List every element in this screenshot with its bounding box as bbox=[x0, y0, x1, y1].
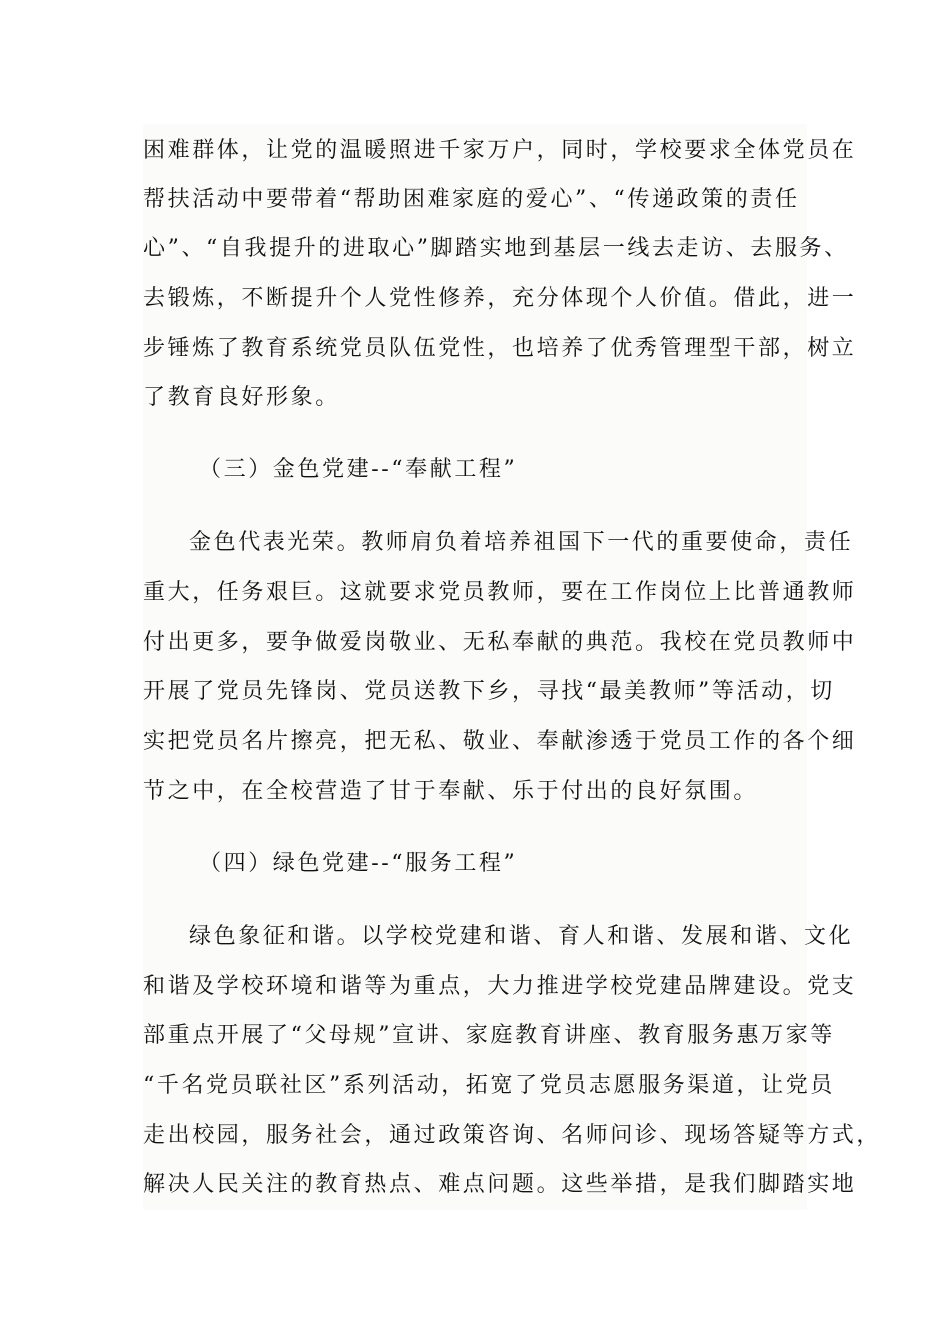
document-text-block bbox=[143, 124, 882, 1210]
paragraph-line: 和谐及学校环境和谐等为重点，大力推进学校党建品牌建设。党支 bbox=[143, 974, 857, 999]
paragraph-line: “千名党员联社区”系列活动，拓宽了党员志愿服务渠道，让党员 bbox=[143, 1073, 835, 1098]
paragraph-line: 付出更多，要争做爱岗敬业、无私奉献的典范。我校在党员教师中 bbox=[143, 630, 857, 655]
paragraph-line: 心”、“自我提升的进取心”脚踏实地到基层一线去走访、去服务、 bbox=[143, 236, 849, 261]
paragraph-line: 解决人民关注的教育热点、难点问题。这些举措，是我们脚踏实地 bbox=[143, 1172, 857, 1197]
paragraph-line: 节之中，在全校营造了甘于奉献、乐于付出的良好氛围。 bbox=[143, 779, 759, 804]
paragraph-line: 实把党员名片擦亮，把无私、敬业、奉献渗透于党员工作的各个细 bbox=[143, 729, 857, 754]
section-heading-gold: （三）金色党建--“奉献工程” bbox=[199, 457, 518, 482]
paragraph-line: 困难群体，让党的温暖照进千家万户，同时，学校要求全体党员在 bbox=[143, 138, 857, 163]
paragraph-line: 帮扶活动中要带着“帮助困难家庭的爱心”、“传递政策的责任 bbox=[143, 187, 800, 212]
paragraph-line: 走出校园，服务社会，通过政策咨询、名师问诊、现场答疑等方式， bbox=[143, 1123, 882, 1148]
paragraph-line: 金色代表光荣。教师肩负着培养祖国下一代的重要使命，责任 bbox=[189, 530, 854, 555]
section-heading-green: （四）绿色党建--“服务工程” bbox=[199, 851, 518, 876]
paragraph-line: 重大，任务艰巨。这就要求党员教师，要在工作岗位上比普通教师 bbox=[143, 580, 857, 605]
paragraph-line: 步锤炼了教育系统党员队伍党性，也培养了优秀管理型干部，树立 bbox=[143, 336, 857, 361]
paragraph-line: 部重点开展了“父母规”宣讲、家庭教育讲座、教育服务惠万家等 bbox=[143, 1023, 835, 1048]
paragraph-line: 开展了党员先锋岗、党员送教下乡，寻找“最美教师”等活动，切 bbox=[143, 679, 835, 704]
paragraph-line: 了教育良好形象。 bbox=[143, 385, 340, 410]
paragraph-line: 去锻炼，不断提升个人党性修养，充分体现个人价值。借此，进一 bbox=[143, 286, 857, 311]
paragraph-line: 绿色象征和谐。以学校党建和谐、育人和谐、发展和谐、文化 bbox=[189, 924, 854, 949]
